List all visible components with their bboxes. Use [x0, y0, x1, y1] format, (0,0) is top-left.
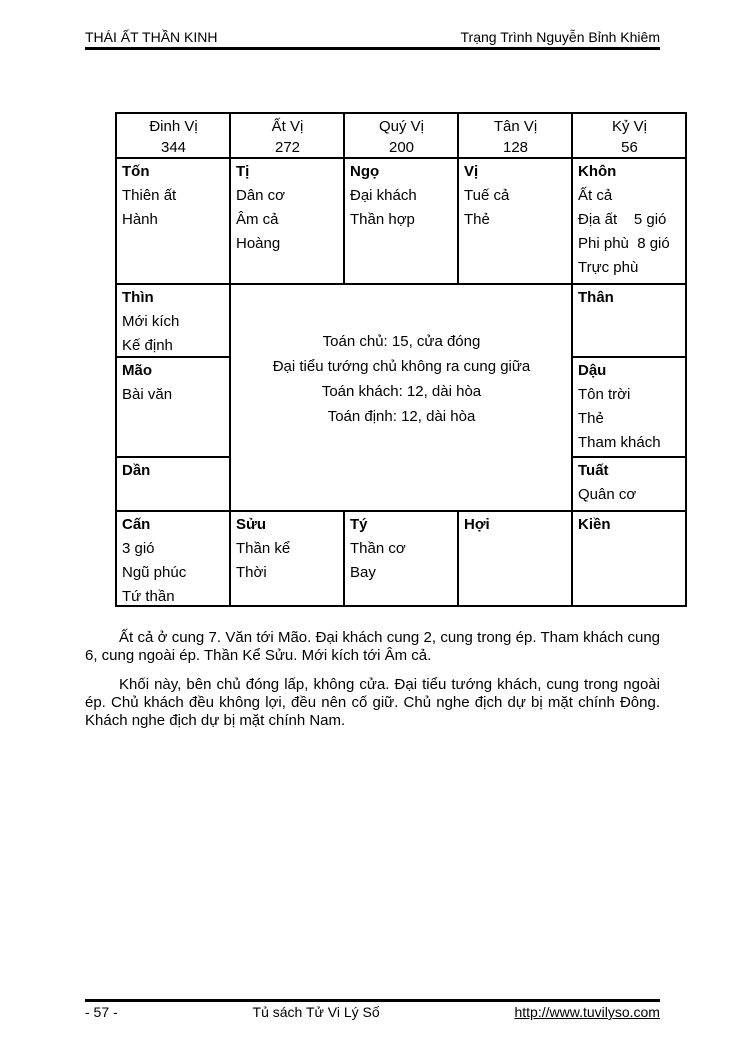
branch-label: Cấn	[122, 516, 151, 533]
cell-ti	[229, 157, 343, 283]
palace-label: Tân Vị	[493, 118, 538, 135]
branch-label: Khôn	[578, 163, 617, 180]
cell-line: Ất cả	[578, 187, 613, 204]
branch-label: Thân	[578, 289, 614, 306]
cell-line: Thời	[236, 564, 267, 581]
palace-value: 56	[621, 139, 638, 156]
cell-thin	[115, 283, 229, 356]
page-number: - 57 -	[85, 1004, 118, 1020]
cell-line: Quân cơ	[578, 486, 637, 503]
branch-label: Kiền	[578, 516, 611, 533]
cell-hoi	[457, 510, 571, 605]
header-cell-at-vi	[229, 112, 343, 157]
palace-label: Kỷ Vị	[611, 118, 647, 135]
branch-label: Tý	[350, 516, 368, 533]
cell-vi	[457, 157, 571, 283]
cell-line: Thần kể	[236, 540, 291, 557]
paragraph-2: Khối này, bên chủ đóng lấp, không cửa. Đại tiểu tướng khách, cung trong ngoài ép. Chủ khách đều không lợi, đều nên cố giữ. Chủ nghe địch dự bị mặt chính Đông. Khách nghe địch dự bị mặt chính Nam.	[85, 676, 660, 729]
cell-ngo	[343, 157, 457, 283]
branch-label: Thìn	[122, 289, 154, 306]
thai-at-chart-table	[115, 112, 687, 607]
cell-suu	[229, 510, 343, 605]
paragraph-1: Ất cả ở cung 7. Văn tới Mão. Đại khách cung 2, cung trong ép. Tham khách cung 6, cung ngoài ép. Thần Kể Sửu. Mới kích tới Âm cả.	[85, 629, 660, 664]
cell-mao	[115, 356, 229, 456]
header-cell-dinh-vi	[115, 112, 229, 157]
author-name: Trạng Trình Nguyễn Bỉnh Khiêm	[460, 29, 660, 45]
branch-label: Hợi	[464, 516, 490, 533]
header-cell-ky-vi	[571, 112, 685, 157]
branch-label: Tuất	[578, 462, 609, 479]
cell-can	[115, 510, 229, 605]
header-cell-tan-vi	[457, 112, 571, 157]
cell-line: Tôn trời	[578, 386, 631, 403]
commentary-text	[85, 629, 660, 741]
palace-label: Đinh Vị	[149, 118, 198, 135]
summary-line: Toán định: 12, dài hòa	[327, 408, 476, 425]
cell-dan	[115, 456, 229, 510]
branch-label: Tị	[236, 163, 250, 180]
summary-line: Toán khách: 12, dài hòa	[321, 383, 482, 400]
branch-label: Dần	[122, 462, 151, 479]
cell-line: Thần hợp	[350, 211, 415, 228]
cell-line: 3 gió	[122, 540, 155, 557]
branch-label: Mão	[122, 362, 152, 379]
cell-line: Mới kích	[122, 313, 180, 330]
cell-line: Thần cơ	[350, 540, 406, 557]
cell-line: Tham khách	[578, 434, 661, 451]
page-footer	[85, 1004, 660, 1021]
palace-label: Quý Vị	[378, 118, 424, 135]
cell-dau	[571, 356, 685, 456]
summary-line: Đại tiểu tướng chủ không ra cung giữa	[272, 358, 531, 375]
palace-value: 128	[502, 139, 529, 156]
cell-line: Bay	[350, 564, 376, 581]
cell-khon	[571, 157, 685, 283]
cell-line: Dân cơ	[236, 187, 286, 204]
cell-line: Đại khách	[350, 187, 417, 204]
branch-label: Sửu	[236, 516, 267, 533]
page-header	[85, 29, 660, 46]
cell-line: Địa ất 5 gió	[578, 211, 667, 228]
series-title: Tủ sách Tử Vi Lý Số	[252, 1004, 380, 1020]
palace-value: 344	[160, 139, 187, 156]
book-title: THÁI ẤT THẦN KINH	[85, 29, 218, 45]
header-cell-quy-vi	[343, 112, 457, 157]
cell-ty	[343, 510, 457, 605]
cell-tuat	[571, 456, 685, 510]
cell-line: Âm cả	[236, 211, 279, 228]
cell-line: Kế định	[122, 337, 173, 354]
cell-ton	[115, 157, 229, 283]
cell-line: Thẻ	[578, 410, 604, 427]
branch-label: Dậu	[578, 362, 607, 379]
cell-line: Hoàng	[236, 235, 281, 252]
palace-value: 200	[388, 139, 415, 156]
branch-label: Vị	[464, 163, 479, 180]
cell-line: Tứ thần	[122, 588, 175, 605]
center-summary-cell	[229, 283, 571, 510]
cell-line: Thẻ	[464, 211, 490, 228]
branch-label: Tốn	[122, 163, 150, 180]
palace-label: Ất Vị	[271, 118, 304, 135]
header-rule	[85, 47, 660, 50]
summary-line: Toán chủ: 15, cửa đóng	[322, 333, 481, 350]
cell-than	[571, 283, 685, 356]
cell-kien	[571, 510, 685, 605]
cell-line: Tuế cả	[464, 187, 510, 204]
cell-line: Hành	[122, 211, 158, 228]
website-link[interactable]: http://www.tuvilyso.com	[514, 1004, 660, 1020]
cell-line: Ngũ phúc	[122, 564, 187, 581]
branch-label: Ngọ	[350, 163, 380, 180]
cell-line: Bài văn	[122, 386, 173, 403]
cell-line: Thiên ất	[122, 187, 177, 204]
cell-line: Phi phù 8 gió	[578, 235, 670, 252]
cell-line: Trực phù	[578, 259, 639, 276]
footer-rule	[85, 999, 660, 1002]
palace-value: 272	[274, 139, 301, 156]
